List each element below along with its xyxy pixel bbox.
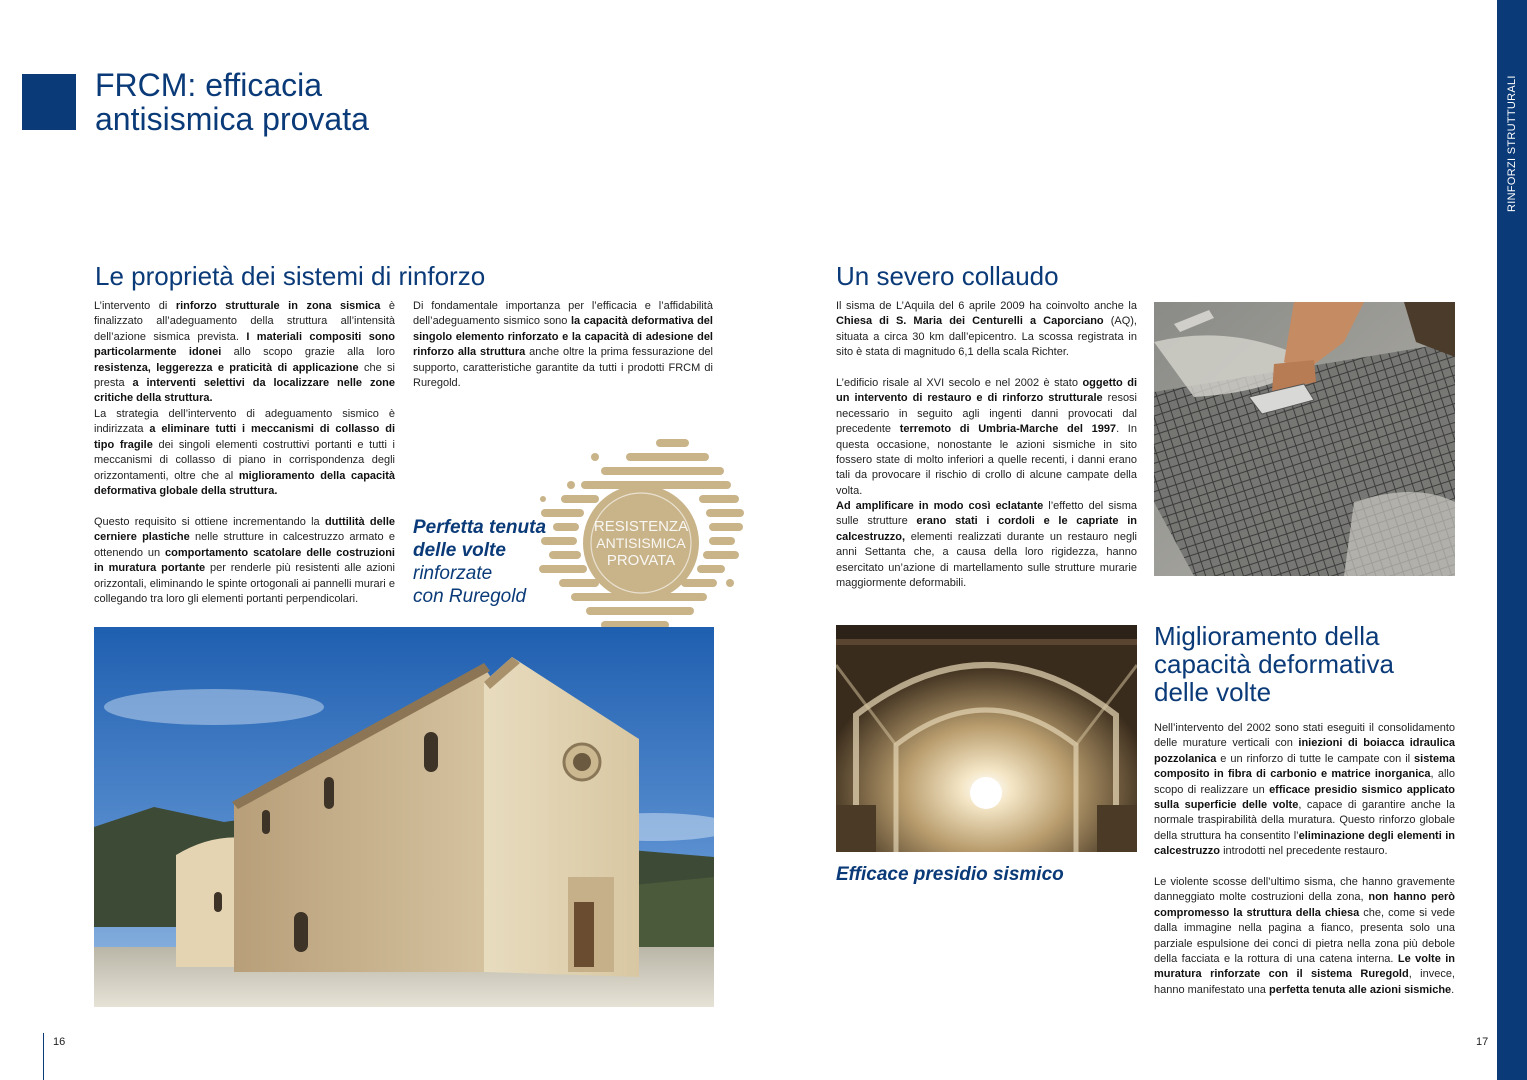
- left-caption-bold-2: delle volte: [413, 540, 506, 561]
- left-paragraph-4: Di fondamentale importanza per l’efficacia e l’affidabilità dell’adeguamento sismico sono la capacità deformativa del singolo elemento rinforzato e la capacità di adesione del rinforzo alla struttura anche oltre la prima fessurazione del supporto, caratteristiche garantite da tutti i prodotti FRCM di Ruregold.: [413, 300, 713, 390]
- church-photo: [94, 627, 714, 1007]
- page-number-right: 17: [1476, 1036, 1489, 1048]
- right-heading-1: Un severo collaudo: [836, 261, 1059, 291]
- right-caption: [836, 863, 1136, 886]
- left-page-rule: [43, 1033, 44, 1080]
- stamp-text-1: RESISTENZA: [593, 518, 689, 535]
- vault-interior-photo: [836, 625, 1137, 852]
- stamp-text-2: ANTISISMICA: [596, 535, 686, 551]
- right-paragraph-2: L’edificio risale al XVI secolo e nel 2002 è stato oggetto di un intervento di restauro e di rinforzo strutturale resosi necessario in seguito agli ingenti danni provocati dal precedente terremoto di Umbria-Marche del 1997. In questa occasione, nonostante le azioni sismiche in sito fossero state di molto inferiori a quelle recenti, i danni erano tali da provocare il rischio di crollo di alcune campate della volta.: [836, 377, 1137, 497]
- left-caption: [413, 516, 553, 608]
- seismic-resistance-stamp: [535, 435, 745, 645]
- left-paragraph-2: La strategia dell’intervento di adeguamento sismico è indirizzata a eliminare tutti i meccanismi di collasso di tipo fragile dei singoli elementi costruttivi portanti e tutti i meccanismi di collasso di piano in corrispondenza degli orizzontamenti, oltre che al miglioramento della capacità deformativa globale della struttura.: [94, 408, 396, 498]
- page-title-line1: FRCM: efficacia: [95, 67, 323, 103]
- page-title: [95, 68, 515, 136]
- title-accent-square: [22, 74, 76, 130]
- right-heading-2-line2: capacità deformativa: [1154, 649, 1394, 679]
- stamp-text-3: PROVATA: [606, 552, 676, 569]
- right-paragraph-1: Il sisma de L’Aquila del 6 aprile 2009 ha coinvolto anche la Chiesa di S. Maria dei Centurelli a Caporciano (AQ), situata a circa 30 km dall’epicentro. La scossa registrata in sito è stata di magnitudo 6,1 della scala Richter.: [836, 300, 1137, 359]
- left-paragraph-1: L’intervento di rinforzo strutturale in zona sismica è finalizzato all’adeguamento della struttura all’intensità dell’azione sismica prevista. I materiali compositi sono particolarmente idonei allo scopo grazie alla loro resistenza, leggerezza e praticità di applicazione che si presta a interventi selettivi da localizzare nelle zone critiche della struttura.: [94, 300, 396, 405]
- right-caption-text: Efficace presidio sismico: [836, 864, 1064, 885]
- right-heading-2-line1: Miglioramento della: [1154, 621, 1380, 651]
- left-caption-light-2: con Ruregold: [413, 586, 527, 607]
- mesh-application-photo: [1154, 302, 1455, 576]
- right-paragraph-5: Le violente scosse dell’ultimo sisma, che hanno gravemente danneggiato molte costruzioni della zona, non hanno però compromesso la struttura della chiesa che, come si vede dalla immagine nella pagina a fianco, presenta solo una parziale espulsione dei conci di pietra nella zona più debole della facciata e la rottura di una catena interna. Le volte in muratura rinforzate con il sistema Ruregold, invece, hanno manifestato una perfetta tenuta alle azioni sismiche.: [1154, 876, 1455, 996]
- page-title-line2: antisismica provata: [95, 101, 369, 137]
- left-caption-bold-1: Perfetta tenuta: [413, 517, 547, 538]
- page-number-left: 16: [53, 1036, 66, 1048]
- left-paragraph-3: Questo requisito si ottiene incrementando la duttilità delle cerniere plastiche nelle strutture in calcestruzzo armato e ottenendo un comportamento scatolare delle costruzioni in muratura portante per renderle più resistenti alle azioni orizzontali, eliminando le spinte ortogonali ai pannelli murari e collegando tra loro gli elementi portanti perpendicolari.: [94, 516, 395, 606]
- right-paragraph-4: Nell’intervento del 2002 sono stati eseguiti il consolidamento delle murature verticali con iniezioni di boiacca idraulica pozzolanica e un rinforzo di tutte le campate con il sistema composito in fibra di carbonio e matrice inorganica, allo scopo di realizzare un efficace presidio sismico applicato sulla superficie delle volte, capace di garantire anche la normale traspirabilità della muratura. Questo rinforzo globale della struttura ha consentito l’eliminazione degli elementi in calcestruzzo introdotti nel precedente restauro.: [1154, 722, 1455, 858]
- right-paragraph-3: Ad amplificare in modo così eclatante l’effetto del sisma sulle strutture erano stati i cordoli e le capriate in calcestruzzo, elementi realizzati durante un restauro negli anni Settanta che, a causa della loro rigidezza, hanno esercitato un’azione di martellamento sulle strutture murarie maggiormente deformabili.: [836, 500, 1137, 590]
- left-caption-light-1: rinforzate: [413, 563, 493, 584]
- section-label-text: RINFORZI STRUTTURALI: [1506, 75, 1518, 212]
- section-label: [1504, 72, 1522, 212]
- left-heading: Le proprietà dei sistemi di rinforzo: [95, 261, 486, 291]
- right-heading-2-line3: delle volte: [1154, 677, 1272, 707]
- right-heading-2: [1154, 622, 1474, 706]
